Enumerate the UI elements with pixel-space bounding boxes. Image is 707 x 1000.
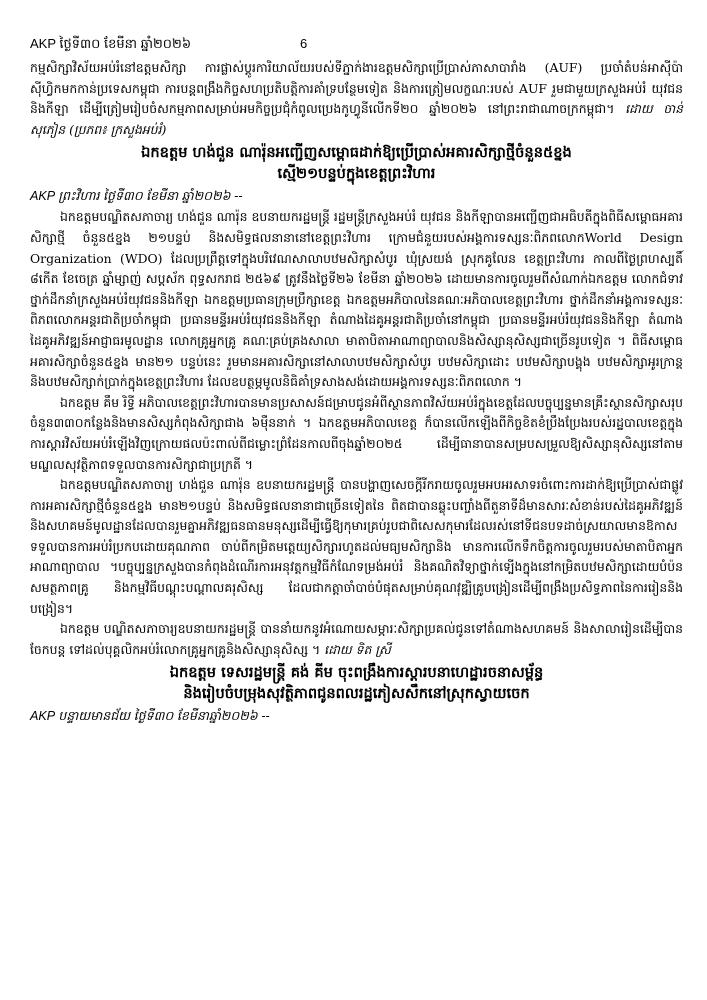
- article-2-headline-line-1: ឯកឧត្តម ទេសរដ្ឋមន្ត្រី គង់ គីម ចុះពង្រឹងការស្តារបនាហេដ្ឋារចនាសម្ព័ន្ធ: [169, 664, 544, 682]
- article-1-dateline: AKP ព្រះវិហារ ថ្ងៃទី៣០ ខែមីនា ឆ្នាំ២០២៦ --: [30, 189, 243, 204]
- article-1-paragraph-2: ឯកឧត្តម គឹម រិទ្ធី អភិបាលខេត្តព្រះវិហារបានមានប្រសាសន៍ជម្រាបជូនអំពីស្ថានភាពវិស័យអប់រំក្នុងខេត្តដែលបច្ចុប្បន្នមានគ្រឹះស្ថានសិក្សាសរុបចំនួន៣៣០កន្លែងនិងមានសិស្សកំពុងសិក្សាជាង ៦ម៉ឺននាក់ ។ ឯកឧត្តមអភិបាលខេត្ត ក៏បានលើកឡើងពីកិច្ចខិតខំប្រឹងប្រែងរបស់រដ្ឋបាលខេត្តក្នុងការស្តារវិស័យអប់រំឡើងវិញក្រោយផលប៉ះពាល់ពីជម្លោះព្រំដែនកាលពីចុងឆ្នាំ២០២៥ ដើម្បីធានាបានសម្របសម្រួលឱ្យសិស្សានុសិស្សនៅតាមមណ្ឌលសុវត្ថិភាពទទួលបានការសិក្សាជាប្រក្រតី ។: [30, 394, 683, 472]
- header-agency-date: AKP ថ្ងៃទី៣០ ខែមីនា ឆ្នាំ២០២៦: [30, 36, 192, 51]
- intro-paragraph: [30, 58, 683, 140]
- page-header: [30, 36, 683, 58]
- article-1-headline: [30, 142, 683, 184]
- page-number: 6: [300, 36, 308, 51]
- article-1-paragraph-4-text: ឯកឧត្តម បណ្ឌិតសភាចារ្យឧបនាយករដ្ឋមន្ត្រី បាននាំយកនូវអំណោយសម្ភារៈសិក្សាប្រគល់ជូនទៅតំណាងសហគមន៍ និងសាលារៀនដើម្បីបានចែកបន្ត ទៅដល់បុគ្គលិកអប់រំលោកគ្រូអ្នកគ្រូនិងសិស្សានុសិស្ស ។: [30, 621, 683, 657]
- article-2-headline: [30, 662, 683, 704]
- article-1-byline: ដោយ ទិត ស្រី: [324, 641, 391, 657]
- article-1-paragraph-1: ឯកឧត្តមបណ្ឌិតសភាចារ្យ ហង់ជួន ណារ៉ុន ឧបនាយករដ្ឋមន្ត្រី រដ្ឋមន្ត្រីក្រសួងអប់រំ យុវជន និងកីឡាបានអញ្ជើញជាអធិបតីក្នុងពិធីសម្ពោធអគារសិក្សាថ្មី ចំនួន៥ខ្នង ២១បន្ទប់ និងសមិទ្ធផលនានានៅខេត្តព្រះវិហារ ក្រោមជំនួយរបស់អង្គការទស្សនៈពិភពលោកWorld Design Organization (WDO) ដែលប្រព្រឹត្តទៅក្នុងបរិវេណសាលាបឋមសិក្សាសំបូរ ឃុំស្រយង់ ស្រុកគូលែន ខេត្តព្រះវិហារ កាលពីថ្ងៃព្រហស្បតិ៍ ៨កើត ខែចេត្រ ឆ្នាំម្សាញ់ សប្តស័ក ពុទ្ធសករាជ ២៥៦៩ ត្រូវនឹងថ្ងៃទី២៦ ខែមីនា ឆ្នាំ២០២៦ ដោយមានការចូលរួមពីសំណាក់ឯកឧត្តម លោកជំទាវថ្នាក់ដឹកនាំក្រសួងអប់រំយុវជននិងកីឡា ឯកឧត្តមប្រធានក្រុមប្រឹក្សាខេត្ត ឯកឧត្តមអភិបាលនៃគណៈអភិបាលខេត្តព្រះវិហារ ថ្នាក់ដឹកនាំអង្គការទស្សនៈពិភពលោកអន្តរជាតិប្រចាំកម្ពុជា ប្រធានមន្ទីរអប់រំយុវជននិងកីឡា តំណាងដៃគូអន្តរជាតិប្រចាំនៅកម្ពុជា ប្រធានមន្ទីរអប់រំយុវជននិងកីឡា តំណាងដៃគូអភិវឌ្ឍន៍អាជ្ញាធរមូលដ្ឋាន លោកគ្រូអ្នកគ្រូ គណៈគ្រប់គ្រងសាលា មាតាបិតាអាណាព្យាបាលនិងសិស្សានុសិស្សជាច្រើនរូបទៀត ។ ពិធីសម្ពោធអគារសិក្សាចំនួន៥ខ្នង មាន២១ បន្ទប់នេះ រួមមានអគារសិក្សានៅសាលាបឋមសិក្សាសំបូរ បឋមសិក្សាដោះ បឋមសិក្សាបង្គុង បឋមសិក្សាអូរក្រាន្ត និងបឋមសិក្សាក់ប្រាក់ក្នុងខេត្តព្រះវិហារ ដែលឧបត្ថម្ភមូលនិធិគាំទ្រសាងសង់ដោយអង្គការទស្សនៈពិភពលោក ។: [30, 209, 683, 390]
- article-1-headline-line-2: ស្មើ២១បន្ទប់ក្នុងខេត្តព្រះវិហារ: [277, 165, 436, 183]
- article-1-headline-line-1: ឯកឧត្តម ហង់ជួន ណារ៉ុនអញ្ជើញសម្ពោធដាក់ឱ្យប្រើប្រាស់អគារសិក្សាថ្មីចំនួន៥ខ្នង: [141, 144, 572, 162]
- article-1-paragraph-3: ឯកឧត្តមបណ្ឌិតសភាចារ្យ ហង់ជួន ណារ៉ុន ឧបនាយករដ្ឋមន្ត្រី បានបង្ហាញសេចក្តីរីករាយចូលរួមអបអរសាទរចំពោះការដាក់ឱ្យប្រើប្រាស់ជាផ្លូវការអគារសិក្សាថ្មីចំនួន៥ខ្នង មាន២១បន្ទប់ និងសមិទ្ធផលនានាជាច្រើនទៀតនៃ ពិតជាបានឆ្លុះបញ្ចាំងពីតួនាទីដ៏មានសារៈសំខាន់របស់ដៃគូអភិវឌ្ឍន៍ និងសហគមន៍មូលដ្ឋានដែលបានរួមគ្នាអភិវឌ្ឍធនធានមនុស្សដើម្បីធ្វើឱ្យកុមារគ្រប់រូបជាពិសេសកុមារដែលរស់នៅទីជនបទដាច់ស្រយាលមានឱកាសទទួលបានការអប់រំប្រកបដោយគុណភាព ចាប់ពីកម្រិតមត្តេយ្យសិក្សារហូតដល់មធ្យមសិក្សានិង មានការលើកទឹកចិត្តការចូលរួមរបស់មាតាបិតាអ្នកអាណាព្យាបាល ។បច្ចុប្បន្នក្រសួងបានកំពុងដំណើរការអនុវត្តកម្មវិធីកំណែទម្រង់អប់រំ និងគណិតវិទ្យាថ្នាក់ទ្បើងក្នុងនៅកម្រិតបឋមសិក្សាដោយបំប៉នសមត្ថភាពគ្រូ និងកម្មវិធីបណ្តុះបណ្តាលគរុសិស្ស ដែលជាកត្តាចាំបាច់បំផុតសម្រាប់គុណវុឌ្ឍិគ្រូបង្រៀនដើម្បីពង្រឹងប្រសិទ្ធភាពនៃការរៀននិងបង្រៀន។: [30, 477, 683, 616]
- article-1-paragraph-4: [30, 619, 683, 660]
- intro-byline: ដោយ ចាន់ សុភៀន (ប្រភព៖ ក្រសួងអប់រំ): [30, 101, 683, 137]
- article-2: [30, 662, 683, 727]
- article-2-headline-line-2: និងរៀបចំបម្រុងសុវត្ថិភាពជូនពលរដ្ឋភៀសសឹកនៅស្រុកស្វាយចេក: [183, 685, 530, 703]
- article-1: [30, 142, 683, 660]
- article-2-dateline: AKP បន្ទាយមានជ័យ ថ្ងៃទី៣០ ខែមីនាឆ្នាំ២០២៦ --: [30, 709, 270, 724]
- intro-continuation: [30, 58, 683, 140]
- intro-text: កម្មសិក្សាវិស័យអប់រំនៅឧត្តមសិក្សា ការផ្លាស់ប្តូរការិយាល័យរបស់ទីភ្នាក់ងារឧត្តមសិក្សាប្រើប្រាស់ភាសាបារាំង (AUF) ប្រចាំតំបន់អាស៊ីប៉ាស៊ីហ្វិកមកកាន់ប្រទេសកម្ពុជា ការបន្តពង្រឹងកិច្ចសហប្រតិបត្តិការគាំទ្របន្ថែមទៀត និងការត្រៀមលក្ខណៈរបស់ AUF រួមជាមួយក្រសួងអប់រំ យុវជន និងកីឡា ដើម្បីត្រៀមរៀបចំសកម្មភាពសម្រាប់អមកិច្ចប្រជុំកំពូលប្រេងកូហ្វូនីលើកទី២០ ឆ្នាំ២០២៦ នៅព្រះរាជាណាចក្រកម្ពុជា។: [30, 60, 683, 117]
